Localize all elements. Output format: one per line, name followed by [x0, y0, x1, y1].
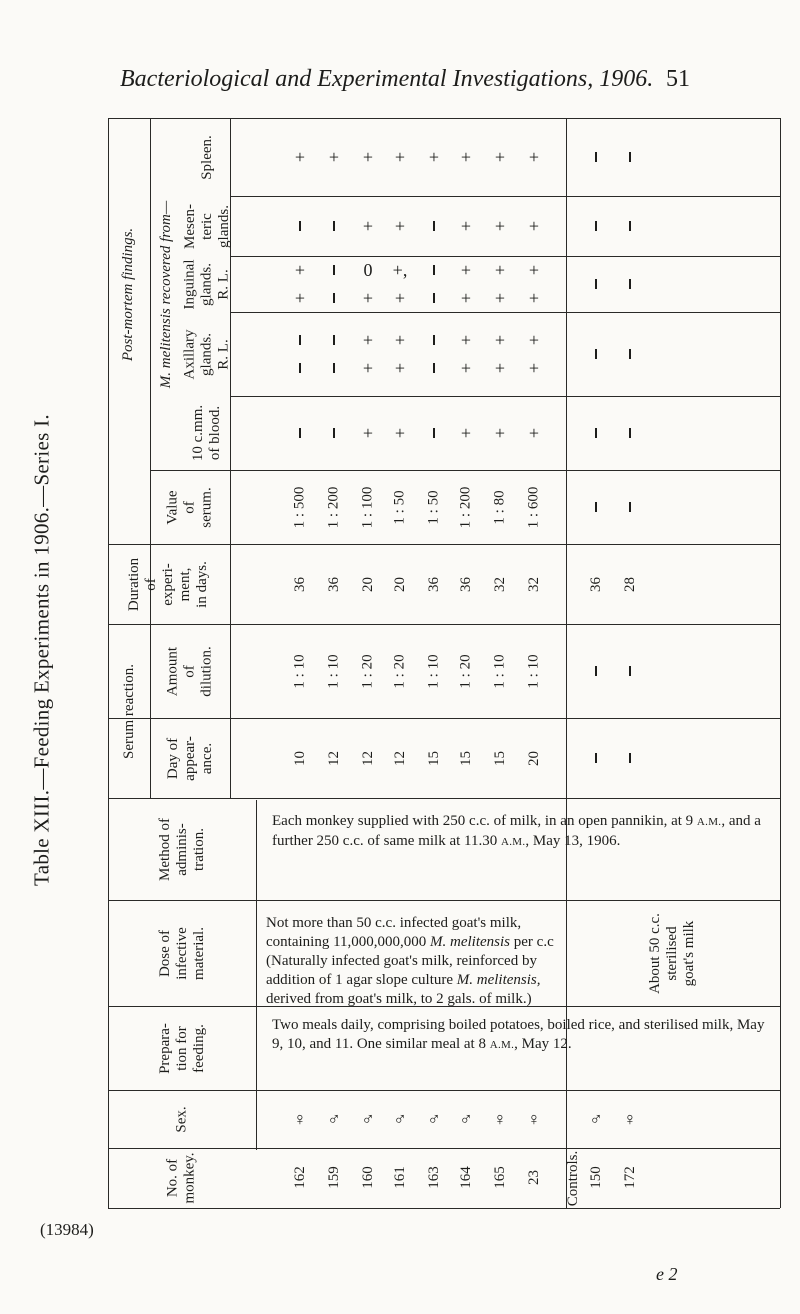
row-172-dilution-mark	[629, 666, 631, 676]
row-163-monkey-no-text: 163	[425, 1165, 442, 1189]
row-165-day-text: 15	[491, 750, 508, 766]
row-161-duration	[388, 548, 412, 620]
row-164-day	[454, 722, 478, 794]
recovered-from-heading-text: M. melitensis recovered from—	[158, 200, 175, 388]
row-150-axillary-mark	[595, 349, 597, 359]
row-160-day	[356, 722, 380, 794]
row-23-value	[522, 474, 546, 540]
row-150-inguinal-mark	[595, 279, 597, 289]
rule-line	[150, 470, 780, 471]
row-162-spleen-mark: +	[294, 147, 306, 167]
row-163-dilution-text: 1 : 10	[425, 653, 442, 689]
row-150-mesenteric-mark	[595, 221, 597, 231]
row-161-inguinal-l-mark: +	[394, 288, 406, 308]
row-172-spleen-mark	[629, 152, 631, 162]
row-172-axillary-mark	[629, 349, 631, 359]
row-161-inguinal-r-mark: +,	[392, 260, 408, 280]
row-161-day	[388, 722, 412, 794]
row-160-inguinal-l-mark: +	[362, 288, 374, 308]
row-161-dilution-text: 1 : 20	[391, 653, 408, 689]
row-163-axillary-r-mark	[433, 335, 435, 345]
row-172-duration	[618, 548, 642, 620]
row-159-day-text: 12	[325, 750, 342, 766]
row-150-blood-mark	[595, 428, 597, 438]
row-159-dilution	[322, 628, 346, 714]
row-165-mesenteric-mark: +	[494, 216, 506, 236]
row-163-day-text: 15	[425, 750, 442, 766]
row-165-axillary-l-mark: +	[494, 358, 506, 378]
dose-controls-text	[572, 900, 772, 1006]
row-160-sex: ♂	[361, 1109, 375, 1129]
dose-controls-text-text: About 50 c.c. sterilised goat's milk	[646, 912, 697, 994]
sex-heading	[108, 1090, 256, 1148]
row-161-day-text: 12	[391, 750, 408, 766]
row-165-axillary-r-mark: +	[494, 330, 506, 350]
row-160-duration-text: 20	[359, 576, 376, 592]
method-heading	[108, 798, 256, 900]
row-172-inguinal-mark	[629, 279, 631, 289]
row-164-dilution	[454, 628, 478, 714]
row-162-axillary-r-mark	[299, 335, 301, 345]
row-163-axillary-l-mark	[433, 363, 435, 373]
row-172-duration-text: 28	[621, 576, 638, 592]
row-163-inguinal-l-mark	[433, 293, 435, 303]
rule-line	[230, 256, 780, 257]
row-162-value	[288, 474, 312, 540]
row-159-dilution-text: 1 : 10	[325, 653, 342, 689]
blood-heading	[184, 396, 230, 470]
row-23-monkey-no	[522, 1152, 546, 1202]
page-number: 51	[666, 66, 690, 92]
row-150-value-mark	[595, 502, 597, 512]
row-159-value-text: 1 : 200	[325, 486, 342, 528]
row-23-monkey-no-text: 23	[525, 1169, 542, 1185]
method-heading-text: Method of adminis- tration.	[156, 817, 207, 881]
row-159-mesenteric-mark	[333, 221, 335, 231]
rule-line	[230, 312, 780, 313]
row-162-sex: ♀	[293, 1109, 307, 1129]
row-165-spleen-mark: +	[494, 147, 506, 167]
row-23-day	[522, 722, 546, 794]
row-160-dilution-text: 1 : 20	[359, 653, 376, 689]
row-162-inguinal-l-mark: +	[294, 288, 306, 308]
row-23-value-text: 1 : 600	[525, 486, 542, 528]
mesenteric-heading-text: Mesen- teric glands.	[181, 203, 232, 249]
row-150-day-mark	[595, 753, 597, 763]
row-162-day-text: 10	[291, 750, 308, 766]
preparation-heading-text: Prepara- tion for feeding.	[156, 1022, 207, 1074]
row-159-duration-text: 36	[325, 576, 342, 592]
row-162-duration	[288, 548, 312, 620]
row-172-mesenteric-mark	[629, 221, 631, 231]
rule-line	[230, 196, 780, 197]
row-165-monkey-no-text: 165	[491, 1165, 508, 1189]
rule-line	[566, 900, 567, 1006]
row-165-duration-text: 32	[491, 576, 508, 592]
monkey-no-heading-text: No. of monkey.	[164, 1152, 198, 1204]
post-mortem-heading-text: Post-mortem findings.	[120, 227, 137, 361]
row-23-spleen-mark: +	[528, 147, 540, 167]
row-163-spleen-mark: +	[428, 147, 440, 167]
row-164-spleen-mark: +	[460, 147, 472, 167]
row-159-value	[322, 474, 346, 540]
row-165-dilution	[488, 628, 512, 714]
day-appearance-heading-text: Day of appear- ance.	[164, 735, 215, 781]
row-165-duration	[488, 548, 512, 620]
row-163-day	[422, 722, 446, 794]
inguinal-heading	[181, 256, 232, 312]
row-163-dilution	[422, 628, 446, 714]
row-23-mesenteric-mark: +	[528, 216, 540, 236]
spleen-heading	[184, 118, 230, 196]
dose-heading-text: Dose of infective material.	[156, 926, 207, 980]
row-23-sex: ♀	[527, 1109, 541, 1129]
row-164-value-text: 1 : 200	[457, 486, 474, 528]
row-159-monkey-no-text: 159	[325, 1165, 342, 1189]
value-serum-heading-text: Value of serum.	[164, 486, 215, 528]
row-23-day-text: 20	[525, 750, 542, 766]
row-23-dilution-text: 1 : 10	[525, 653, 542, 689]
row-165-value-text: 1 : 80	[491, 489, 508, 525]
row-163-blood-mark	[433, 428, 435, 438]
rule-line	[256, 800, 257, 1150]
post-mortem-heading	[108, 118, 150, 470]
row-172-monkey-no-text: 172	[621, 1165, 638, 1189]
row-163-sex: ♂	[427, 1109, 441, 1129]
row-160-day-text: 12	[359, 750, 376, 766]
row-162-day	[288, 722, 312, 794]
row-165-dilution-text: 1 : 10	[491, 653, 508, 689]
dose-text: Not more than 50 c.c. infected goat's milk, containing 11,000,000,000 M. melitensis per c.c (Naturally infected goat's milk, reinforced by addition of 1 agar slope culture M. melitensis, derived from goat's milk, to 2 gals. of milk.)	[266, 915, 554, 1007]
row-159-monkey-no	[322, 1152, 346, 1202]
row-162-blood-mark	[299, 428, 301, 438]
duration-heading	[108, 544, 230, 624]
row-150-sex: ♂	[589, 1109, 603, 1129]
serum-reaction-heading-text: Serum reaction.	[120, 663, 137, 759]
row-159-sex: ♂	[327, 1109, 341, 1129]
row-23-axillary-r-mark: +	[528, 330, 540, 350]
row-160-monkey-no-text: 160	[359, 1165, 376, 1189]
row-161-sex: ♂	[393, 1109, 407, 1129]
row-164-inguinal-r-mark: +	[460, 260, 472, 280]
signature-mark: e 2	[656, 1264, 678, 1284]
value-serum-heading	[150, 470, 230, 544]
amount-dilution-heading	[150, 624, 230, 718]
row-163-mesenteric-mark	[433, 221, 435, 231]
row-162-axillary-l-mark	[299, 363, 301, 373]
preparation-text: Two meals daily, comprising boiled potatoes, boiled rice, and sterilised milk, May 9, 10, and 11. One similar meal at 8 A.M., May 12.	[272, 1017, 765, 1052]
row-172-monkey-no	[618, 1152, 642, 1202]
duration-heading-text: Duration of experi- ment, in days.	[126, 557, 211, 611]
row-164-axillary-l-mark: +	[460, 358, 472, 378]
row-163-monkey-no	[422, 1152, 446, 1202]
row-160-value	[356, 474, 380, 540]
running-head-title: Bacteriological and Experimental Investigations, 1906.	[120, 66, 654, 92]
row-162-value-text: 1 : 500	[291, 486, 308, 528]
row-162-mesenteric-mark	[299, 221, 301, 231]
axillary-heading-text: Axillary glands. R. L.	[181, 329, 232, 379]
row-160-blood-mark: +	[362, 423, 374, 443]
row-160-duration	[356, 548, 380, 620]
row-161-axillary-l-mark: +	[394, 358, 406, 378]
dose-heading	[108, 900, 256, 1006]
row-163-inguinal-r-mark	[433, 265, 435, 275]
row-23-dilution	[522, 628, 546, 714]
row-164-duration-text: 36	[457, 576, 474, 592]
print-number: (13984)	[40, 1220, 94, 1239]
row-172-blood-mark	[629, 428, 631, 438]
row-23-duration	[522, 548, 546, 620]
row-161-monkey-no	[388, 1152, 412, 1202]
row-159-inguinal-l-mark	[333, 293, 335, 303]
row-160-spleen-mark: +	[362, 147, 374, 167]
row-162-inguinal-r-mark: +	[294, 260, 306, 280]
row-23-inguinal-r-mark: +	[528, 260, 540, 280]
row-164-monkey-no-text: 164	[457, 1165, 474, 1189]
row-165-inguinal-r-mark: +	[494, 260, 506, 280]
row-150-spleen-mark	[595, 152, 597, 162]
mesenteric-heading	[181, 196, 232, 256]
recovered-from-heading	[150, 118, 184, 470]
row-160-mesenteric-mark: +	[362, 216, 374, 236]
row-159-axillary-r-mark	[333, 335, 335, 345]
row-150-monkey-no-text: 150	[587, 1165, 604, 1189]
serum-reaction-heading	[108, 624, 150, 798]
row-160-axillary-l-mark: +	[362, 358, 374, 378]
method-text: Each monkey supplied with 250 c.c. of milk, in an open pannikin, at 9 A.M., and a further 250 c.c. of same milk at 11.30 A.M., May 13, 1906.	[272, 813, 761, 849]
row-161-spleen-mark: +	[394, 147, 406, 167]
row-163-value-text: 1 : 50	[425, 489, 442, 525]
row-162-dilution	[288, 628, 312, 714]
row-160-inguinal-r-mark: 0	[363, 260, 373, 280]
axillary-heading	[181, 312, 232, 396]
row-23-inguinal-l-mark: +	[528, 288, 540, 308]
blood-heading-text: 10 c.mm. of blood.	[190, 404, 223, 462]
row-164-sex: ♂	[459, 1109, 473, 1129]
row-164-inguinal-l-mark: +	[460, 288, 472, 308]
row-23-duration-text: 32	[525, 576, 542, 592]
row-160-dilution	[356, 628, 380, 714]
row-164-mesenteric-mark: +	[460, 216, 472, 236]
row-160-monkey-no	[356, 1152, 380, 1202]
rule-line	[780, 118, 781, 1208]
row-172-value-mark	[629, 502, 631, 512]
row-163-value	[422, 474, 446, 540]
row-161-monkey-no-text: 161	[391, 1165, 408, 1189]
row-150-monkey-no	[584, 1152, 608, 1202]
row-159-day	[322, 722, 346, 794]
row-164-axillary-r-mark: +	[460, 330, 472, 350]
row-162-dilution-text: 1 : 10	[291, 653, 308, 689]
monkey-no-heading	[108, 1148, 256, 1208]
table-title: Table XIII.—Feeding Experiments in 1906.—Series I.	[29, 414, 54, 886]
row-165-blood-mark: +	[494, 423, 506, 443]
row-162-monkey-no-text: 162	[291, 1165, 308, 1189]
row-164-duration	[454, 548, 478, 620]
sex-heading-text: Sex.	[173, 1105, 190, 1133]
row-165-day	[488, 722, 512, 794]
row-159-blood-mark	[333, 428, 335, 438]
row-165-monkey-no	[488, 1152, 512, 1202]
row-162-monkey-no	[288, 1152, 312, 1202]
controls-label	[562, 1150, 586, 1206]
row-159-duration	[322, 548, 346, 620]
row-150-duration	[584, 548, 608, 620]
row-161-axillary-r-mark: +	[394, 330, 406, 350]
row-165-value	[488, 474, 512, 540]
row-159-inguinal-r-mark	[333, 265, 335, 275]
row-163-duration-text: 36	[425, 576, 442, 592]
row-161-duration-text: 20	[391, 576, 408, 592]
row-164-day-text: 15	[457, 750, 474, 766]
row-164-dilution-text: 1 : 20	[457, 653, 474, 689]
spleen-heading-text: Spleen.	[198, 134, 215, 180]
day-appearance-heading	[150, 718, 230, 798]
row-150-duration-text: 36	[587, 576, 604, 592]
row-172-sex: ♀	[623, 1109, 637, 1129]
row-23-blood-mark: +	[528, 423, 540, 443]
row-161-value-text: 1 : 50	[391, 489, 408, 525]
row-161-blood-mark: +	[394, 423, 406, 443]
row-159-axillary-l-mark	[333, 363, 335, 373]
row-161-mesenteric-mark: +	[394, 216, 406, 236]
amount-dilution-heading-text: Amount of dilution.	[164, 645, 215, 697]
rule-line	[230, 396, 780, 397]
row-163-duration	[422, 548, 446, 620]
row-160-axillary-r-mark: +	[362, 330, 374, 350]
row-23-axillary-l-mark: +	[528, 358, 540, 378]
row-160-value-text: 1 : 100	[359, 486, 376, 528]
row-164-monkey-no	[454, 1152, 478, 1202]
row-159-spleen-mark: +	[328, 147, 340, 167]
row-164-value	[454, 474, 478, 540]
row-172-day-mark	[629, 753, 631, 763]
inguinal-heading-text: Inguinal glands. R. L.	[181, 259, 232, 309]
row-161-dilution	[388, 628, 412, 714]
row-162-duration-text: 36	[291, 576, 308, 592]
row-150-dilution-mark	[595, 666, 597, 676]
row-165-inguinal-l-mark: +	[494, 288, 506, 308]
row-164-blood-mark: +	[460, 423, 472, 443]
preparation-heading	[108, 1006, 256, 1090]
row-165-sex: ♀	[493, 1109, 507, 1129]
controls-label-text: Controls.	[565, 1150, 582, 1206]
row-161-value	[388, 474, 412, 540]
rule-line	[108, 1208, 780, 1209]
